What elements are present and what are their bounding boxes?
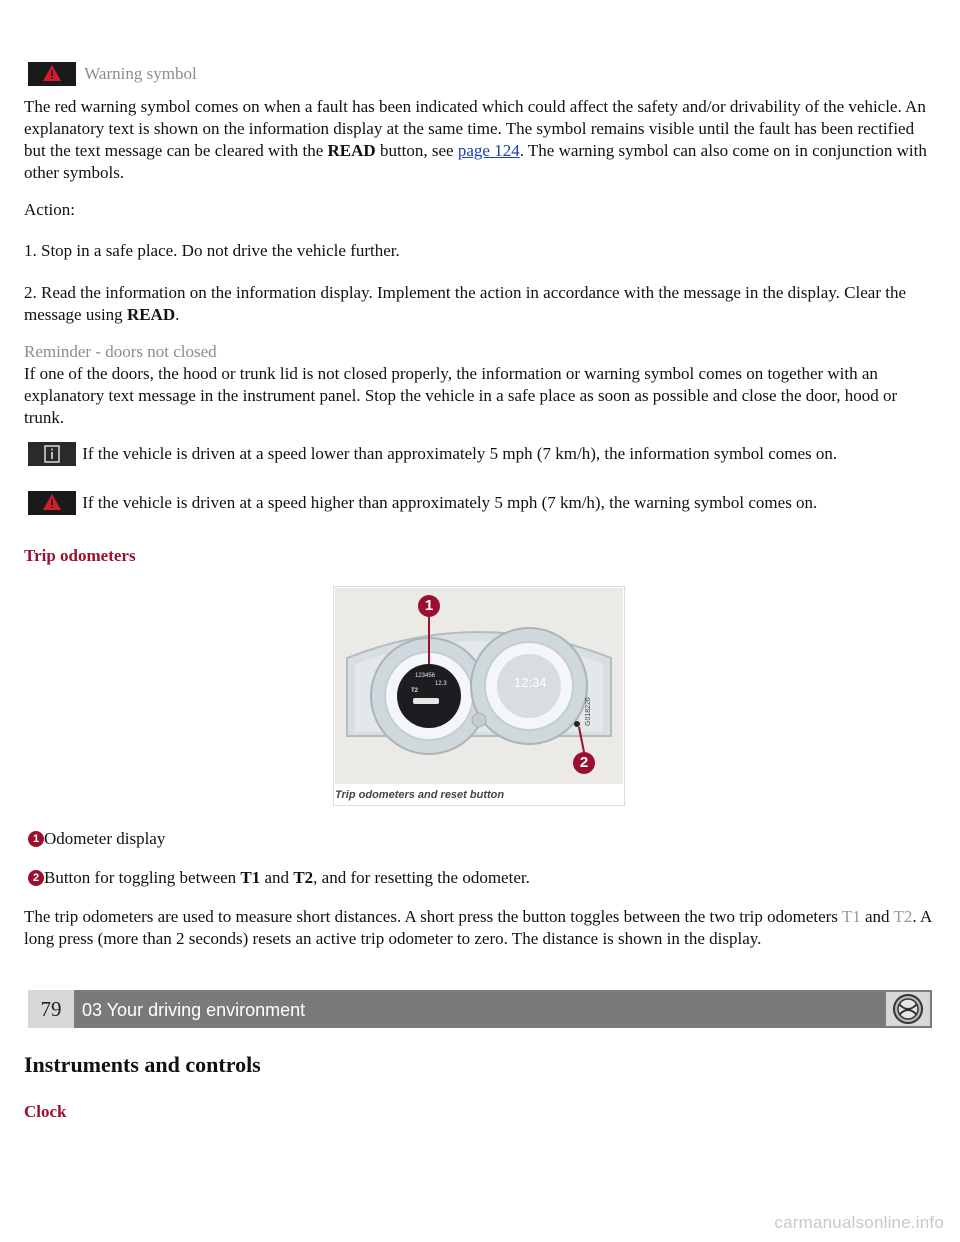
odometer-t2: T2 [411, 688, 419, 694]
odometer-trip: 12.3 [435, 681, 447, 687]
page-number: 79 [28, 990, 74, 1028]
reminder-paragraph: If one of the doors, the hood or trunk lid is not closed properly, the information or warning symbol comes on together with an explanatory text message in the instrument panel. Stop the vehicle in a safe place as soon as possible and close the door, hood or trunk. [24, 364, 898, 427]
chapter-title: 03 Your driving environment [82, 1000, 306, 1020]
clock-heading: Clock [24, 1102, 67, 1121]
warning-triangle-icon [28, 491, 76, 515]
site-watermark: carmanualsonline.info [774, 1213, 944, 1232]
volvo-logo-icon [886, 992, 930, 1026]
toggle-button-item: 2 Button for toggling between T1 and T2, and for resetting the odometer. [28, 866, 936, 889]
trip-odometers-heading: Trip odometers [24, 546, 136, 565]
info-symbol-text: If the vehicle is driven at a speed lower than approximately 5 mph (7 km/h), the information symbol comes on. [82, 444, 838, 464]
warning-heading: Warning symbol [84, 64, 197, 84]
action-step-1: 1. Stop in a safe place. Do not drive the vehicle further. [24, 241, 400, 260]
info-symbol-row [28, 442, 936, 466]
instruments-controls-heading: Instruments and controls [24, 1052, 261, 1077]
page-footer-bar [28, 990, 932, 1028]
figure-caption: Trip odometers and reset button [335, 789, 505, 801]
cluster-clock: 12:34 [514, 675, 547, 690]
callout-2: 2 [579, 754, 589, 771]
read-label: READ [327, 141, 376, 160]
odometer-display-item: 1 Odometer display [28, 827, 165, 850]
trip-odometer-paragraph: The trip odometers are used to measure short distances. A short press the button toggles between the two trip odometers T1 and T2. A long press (more than 2 seconds) resets an active trip odometer to zero. The distance is shown in the display. [24, 907, 932, 948]
callout-1-icon: 1 [28, 831, 44, 847]
callout-2-icon: 2 [28, 870, 44, 886]
warning-heading-row [28, 62, 197, 86]
reminder-heading: Reminder - doors not closed [24, 342, 217, 361]
action-label: Action: [24, 200, 75, 219]
warning-triangle-icon [28, 62, 76, 86]
page-124-link[interactable]: page 124 [457, 141, 520, 160]
trip-odometer-figure [333, 586, 625, 806]
figure-code: G018226 [585, 697, 592, 726]
information-icon [28, 442, 76, 466]
warn-symbol-row [28, 491, 936, 515]
callout-1: 1 [424, 597, 434, 614]
warning-paragraph: The red warning symbol comes on when a fault has been indicated which could affect the safety and/or drivability of the vehicle. An explanatory text is shown on the information display at the same time. The symbol remains visible until the fault has been rectified but the text message can be cleared with the READ button, see page 124. The warning symbol can also come on in conjunction with other symbols. [24, 97, 927, 182]
warn-symbol-text: If the vehicle is driven at a speed higher than approximately 5 mph (7 km/h), the warning symbol comes on. [82, 493, 818, 513]
odometer-total: 123456 [415, 673, 436, 679]
action-step-2: 2. Read the information on the information display. Implement the action in accordance with the message in the display. Clear the message using READ. [24, 283, 907, 324]
